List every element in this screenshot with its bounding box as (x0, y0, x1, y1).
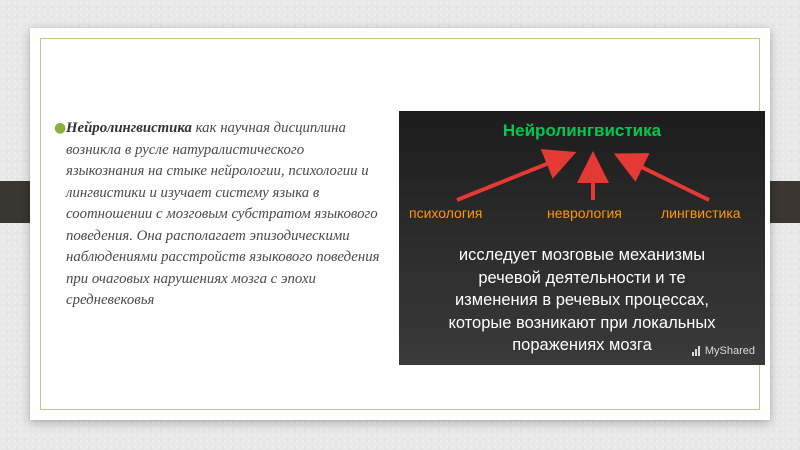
branch-linguistics: лингвистика (661, 205, 741, 221)
description-line: изменения в речевых процессах, (454, 291, 710, 309)
bullet-term: Нейролингвистика (66, 120, 192, 136)
watermark (692, 345, 755, 357)
diagram-description (399, 244, 765, 357)
bullet-body: как научная дисциплина возникла в русле натуралистического языкознания на стыке нейрологии, психологии и лингвистики и изучает систему языка в соотношении с мозговым субстратом языкового поведения. Она располагает эпизодическими наблюдениями расстройств языкового поведения при очаговых нарушениях мозга с эпохи средневековья (66, 120, 380, 308)
description-line: которые возникают при локальных (448, 313, 716, 332)
slide (30, 28, 770, 420)
arrow-psychology (457, 155, 569, 200)
bar-chart-icon (692, 346, 702, 356)
description-line: речевой деятельности и те (478, 268, 686, 287)
description-line: исследует мозговые механизмы (458, 246, 706, 264)
decorative-stripe-right (770, 181, 800, 223)
arrow-linguistics (621, 157, 709, 200)
bullet-text (66, 118, 382, 312)
description-line: поражениях мозга (512, 336, 652, 354)
branch-psychology: психология (409, 205, 483, 221)
diagram-title: Нейролингвистика (502, 121, 662, 140)
bullet-item (54, 118, 382, 312)
diagram-image (399, 111, 765, 365)
watermark-text: MyShared (704, 345, 755, 357)
bullet-icon: ● (54, 120, 67, 136)
branch-neurology: неврология (547, 205, 622, 221)
